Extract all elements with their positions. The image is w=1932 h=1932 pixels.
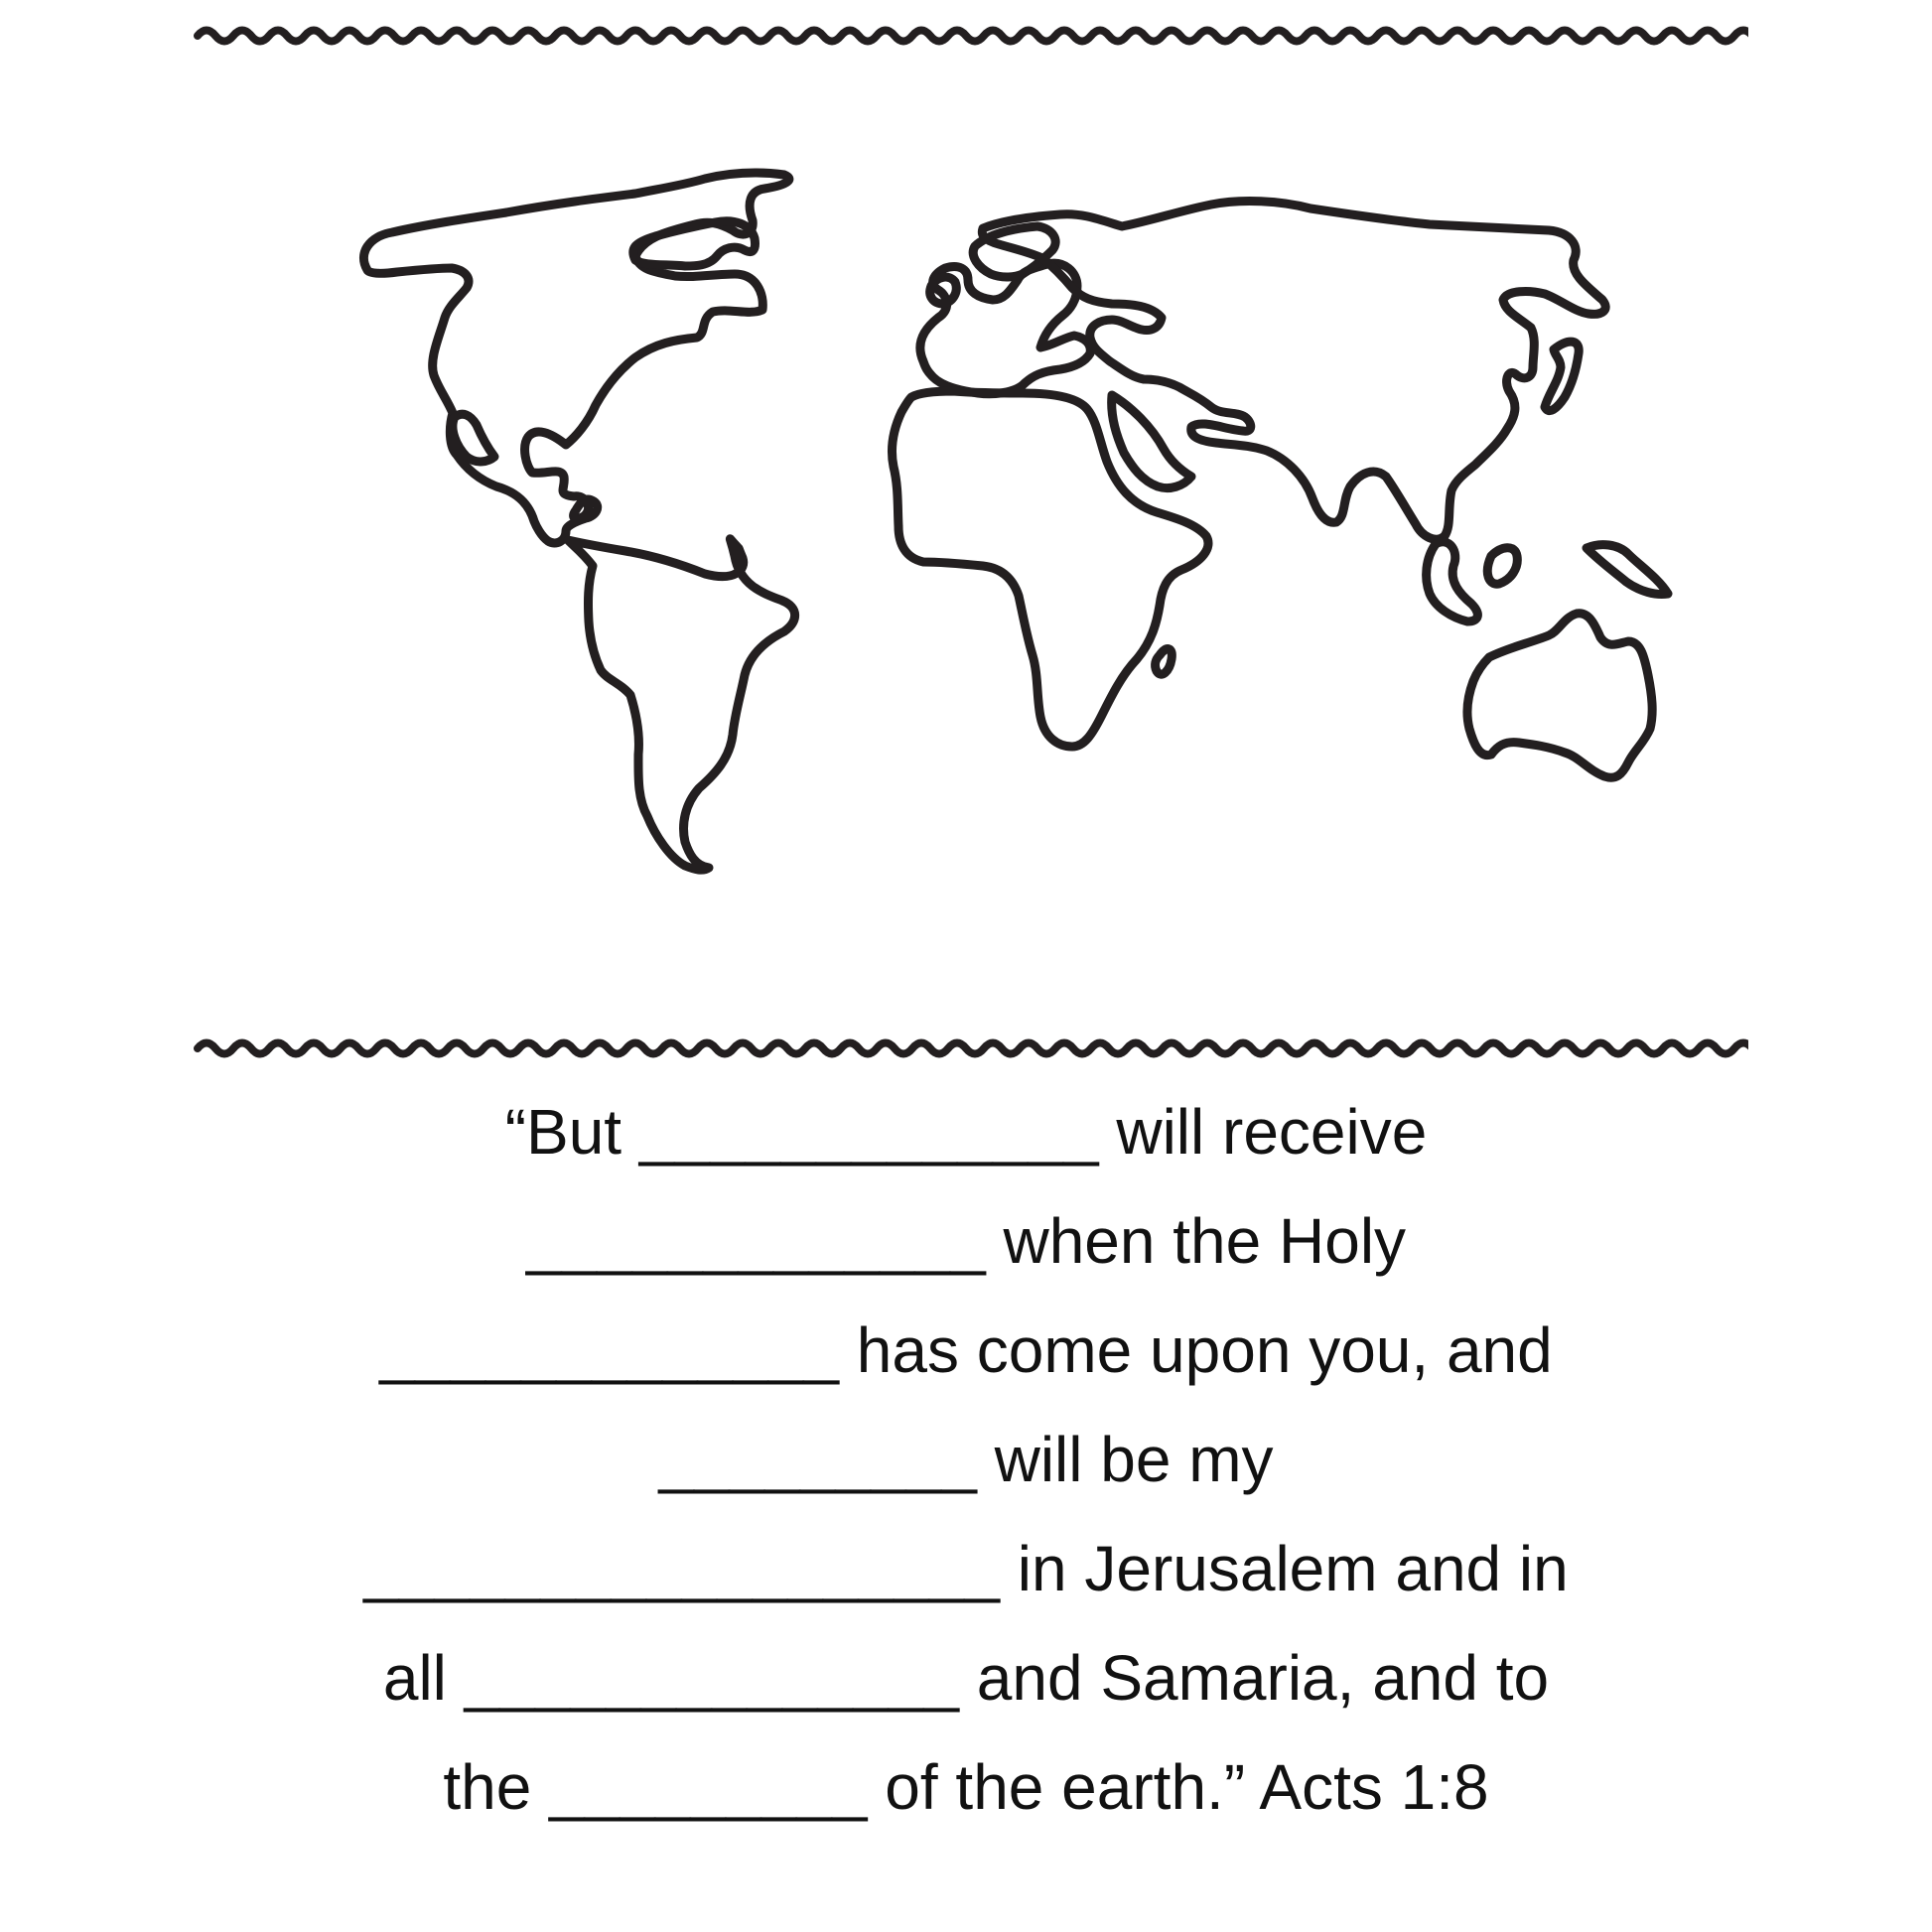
verse-line-7: the _________ of the earth.” Acts 1:8 bbox=[443, 1751, 1489, 1823]
wavy-divider-bottom bbox=[194, 1029, 1748, 1068]
borneo-outline bbox=[1487, 548, 1517, 584]
verse-line-3: _____________ has come upon you, and bbox=[379, 1314, 1553, 1386]
japan-outline bbox=[1545, 342, 1579, 411]
verse-line-2: _____________ when the Holy bbox=[525, 1205, 1407, 1277]
madagascar-outline bbox=[1156, 649, 1173, 675]
mexico-outline bbox=[453, 414, 494, 462]
verse-line-4: _________ will be my bbox=[658, 1424, 1274, 1495]
north-america-outline bbox=[363, 173, 788, 543]
verse-text bbox=[0, 1077, 1932, 1842]
verse-line-1: “But _____________ will receive bbox=[504, 1096, 1428, 1168]
arabia-outline bbox=[1112, 395, 1191, 488]
verse-line-6: all ______________ and Samaria, and to bbox=[382, 1642, 1550, 1714]
new-guinea-outline bbox=[1587, 545, 1668, 595]
south-america-outline bbox=[568, 539, 795, 870]
wavy-divider-top bbox=[194, 16, 1748, 56]
southeast-asia-outline bbox=[1427, 542, 1478, 621]
asia-outline bbox=[982, 202, 1605, 540]
world-map-outline-icon bbox=[352, 164, 1683, 894]
australia-outline bbox=[1467, 614, 1652, 777]
verse-line-5: __________________ in Jerusalem and in bbox=[363, 1533, 1569, 1604]
